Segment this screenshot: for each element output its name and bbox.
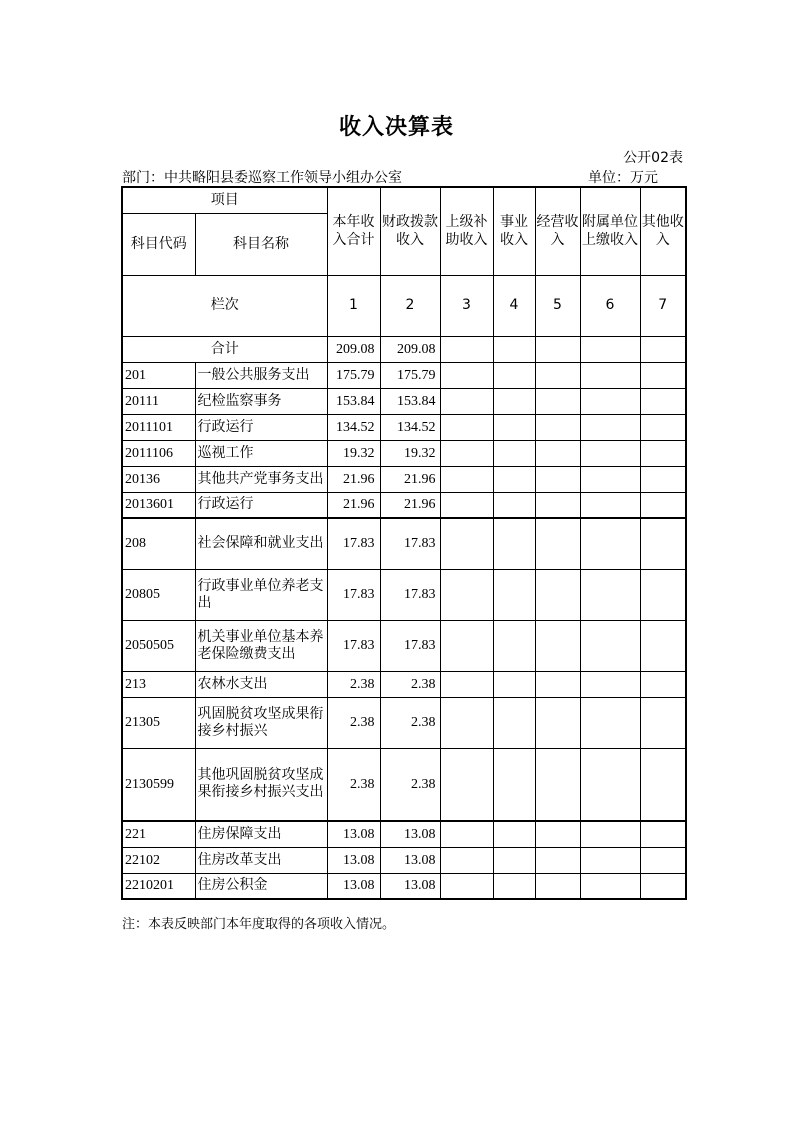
total-label: 合计 [122,336,327,362]
row-fiscal: 134.52 [380,414,440,440]
row-total: 13.08 [327,873,380,899]
subject-code: 2130599 [122,748,195,821]
seq-5: 5 [535,275,580,336]
subject-name: 农林水支出 [195,671,327,697]
table-note: 注：本表反映部门本年度取得的各项收入情况。 [122,917,396,932]
income-table [121,186,687,900]
row-total: 13.08 [327,847,380,873]
subject-name: 住房公积金 [195,873,327,899]
header-col-3: 上级补助收入 [440,187,493,275]
row-total: 17.83 [327,518,380,569]
header-seq-label: 栏次 [122,275,327,336]
header-name: 科目名称 [195,213,327,275]
row-fiscal: 175.79 [380,362,440,388]
row-fiscal: 17.83 [380,569,440,620]
subject-name: 行政事业单位养老支出 [195,569,327,620]
seq-7: 7 [640,275,686,336]
table-row [122,873,686,899]
table-row [122,362,686,388]
subject-code: 2011106 [122,440,195,466]
row-fiscal: 2.38 [380,671,440,697]
subject-name: 其他共产党事务支出 [195,466,327,492]
table-row [122,847,686,873]
table-row [122,414,686,440]
seq-3: 3 [440,275,493,336]
table-row [122,466,686,492]
row-fiscal: 13.08 [380,847,440,873]
subject-name: 社会保障和就业支出 [195,518,327,569]
row-fiscal: 13.08 [380,873,440,899]
row-total: 2.38 [327,671,380,697]
subject-code: 2210201 [122,873,195,899]
table-row [122,620,686,671]
department-label: 部门：中共略阳县委巡察工作领导小组办公室 [122,170,402,186]
subject-code: 20111 [122,388,195,414]
seq-6: 6 [580,275,640,336]
subject-code: 21305 [122,697,195,748]
table-row [122,440,686,466]
subject-code: 22102 [122,847,195,873]
subject-code: 20805 [122,569,195,620]
row-total: 175.79 [327,362,380,388]
header-col-6: 附属单位上缴收入 [580,187,640,275]
total-row [122,336,686,362]
subject-name: 巩固脱贫攻坚成果衔接乡村振兴 [195,697,327,748]
subject-code: 208 [122,518,195,569]
table-row [122,671,686,697]
subject-name: 住房保障支出 [195,821,327,847]
row-fiscal: 19.32 [380,440,440,466]
row-total: 17.83 [327,620,380,671]
row-total: 21.96 [327,466,380,492]
row-fiscal: 17.83 [380,620,440,671]
table-row [122,518,686,569]
header-col-4: 事业收入 [493,187,535,275]
subject-name: 纪检监察事务 [195,388,327,414]
subject-name: 其他巩固脱贫攻坚成果衔接乡村振兴支出 [195,748,327,821]
row-total: 13.08 [327,821,380,847]
table-row [122,569,686,620]
unit-label: 单位：万元 [588,170,658,186]
row-total: 17.83 [327,569,380,620]
subject-code: 201 [122,362,195,388]
subject-name: 行政运行 [195,492,327,518]
seq-2: 2 [380,275,440,336]
subject-name: 巡视工作 [195,440,327,466]
seq-1: 1 [327,275,380,336]
row-total: 21.96 [327,492,380,518]
subject-code: 2011101 [122,414,195,440]
table-row [122,388,686,414]
header-col-5: 经营收入 [535,187,580,275]
table-row [122,821,686,847]
row-total: 19.32 [327,440,380,466]
row-fiscal: 153.84 [380,388,440,414]
seq-4: 4 [493,275,535,336]
subject-name: 行政运行 [195,414,327,440]
header-col-1: 本年收入合计 [327,187,380,275]
row-fiscal: 2.38 [380,697,440,748]
page-title: 收入决算表 [338,115,454,140]
row-total: 2.38 [327,748,380,821]
row-fiscal: 21.96 [380,466,440,492]
header-item: 项目 [122,187,327,213]
row-total: 2.38 [327,697,380,748]
subject-name: 住房改革支出 [195,847,327,873]
subject-code: 2050505 [122,620,195,671]
subject-code: 2013601 [122,492,195,518]
total-income: 209.08 [327,336,380,362]
subject-code: 221 [122,821,195,847]
header-col-7: 其他收入 [640,187,686,275]
total-fiscal: 209.08 [380,336,440,362]
subject-code: 213 [122,671,195,697]
row-total: 134.52 [327,414,380,440]
row-fiscal: 13.08 [380,821,440,847]
table-row [122,492,686,518]
form-number: 公开02表 [623,150,683,166]
subject-name: 一般公共服务支出 [195,362,327,388]
row-total: 153.84 [327,388,380,414]
header-code: 科目代码 [122,213,195,275]
table-row [122,697,686,748]
table-row [122,748,686,821]
row-fiscal: 2.38 [380,748,440,821]
subject-name: 机关事业单位基本养老保险缴费支出 [195,620,327,671]
row-fiscal: 21.96 [380,492,440,518]
subject-code: 20136 [122,466,195,492]
header-col-2: 财政拨款收入 [380,187,440,275]
row-fiscal: 17.83 [380,518,440,569]
